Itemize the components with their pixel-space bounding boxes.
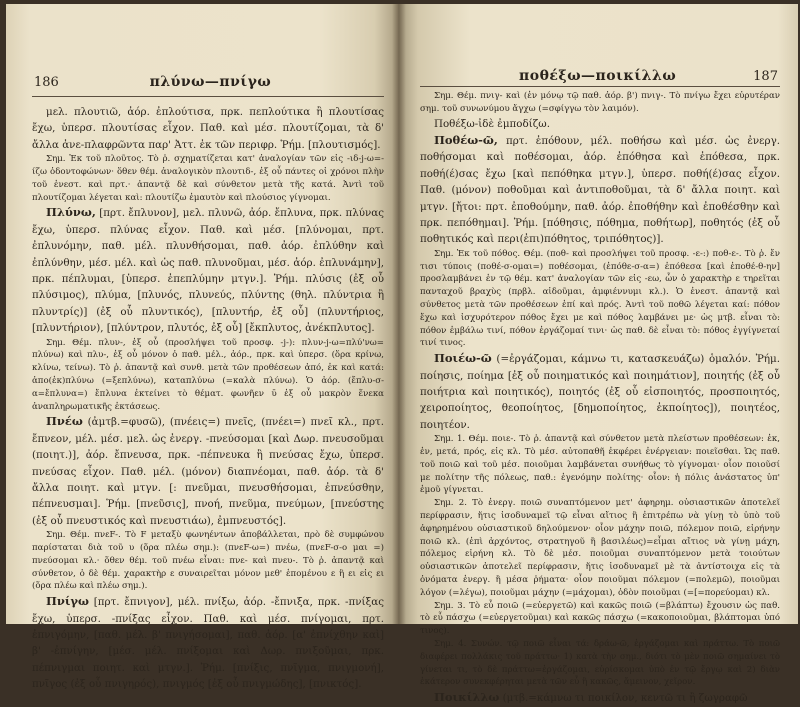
entry-headword: Πνίγω xyxy=(46,594,89,609)
paragraph-text: πρτ. ἐπόθουν, μέλ. ποθήσω καὶ μέσ. ὡς ἐνεργ. ποθήσομαι καὶ ποθέσομαι, ἀόρ. ἐπόθησα καὶ ἐπόθεσα, πρκ. ποθή(έ)σας ἔχω [καὶ πεπόθηκα μτγν.], ὑπερσ. ποθή(έ)σας εἶχον. Παθ. (μόνον) ποθοῦμαι καὶ ἀντιποθοῦμαι, τὰ δ' ἄλλα ποιητ. καὶ μτγν. [ἤτοι: πρτ. ἐποθούμην, παθ. ἀόρ. ἐποθήθην καὶ ἐποθέσθην καὶ πρκ. πεπόθημαι]. Ῥήμ. [πόθησις, πόθημα, ποθήτωρ], ποθητός (ἐξ οὗ ποθητικός καὶ περι(ἐπι)πόθητος, τριπόθητος)]. xyxy=(420,135,780,246)
note-paragraph xyxy=(420,433,780,497)
paragraph-text: Σημ. Ἐκ τοῦ πλοῦτος. Τὸ ῥ. σχηματίζεται κατ' ἀναλογίαν τῶν εἰς -ιδ-j-ω=-ίζω ὀδοντοφώνων· ὅθεν θέμ. ἀναλογικὸν πλουτιδ-, ἐξ οὗ πάντες οἱ χρόνοι πλὴν τοῦ ἐνεστ. καὶ πρτ.· ἀπαντᾷ δὲ καὶ σύνθετον μετὰ τῆς κατά. Ἀντὶ τοῦ πλουτίζομαι λέγεται καὶ: πλουτίζω ἐμαυτὸν καὶ πλούσιος γίγνομαι. xyxy=(32,154,384,203)
right-page-header xyxy=(422,68,778,84)
right-running-head: ποθέξω—ποικίλλω xyxy=(519,68,677,84)
book-spread xyxy=(6,4,798,705)
paragraph-text: (=ἐργάζομαι, κάμνω τι, κατασκευάζω) ὁμαλόν. Ῥήμ. ποίησις, ποίημα [ἐξ οὗ ποιηματικός καὶ ποιημάτιον], ποιητής (ἐξ οὗ ποιήτρια καὶ ποιητικός), ποιητός (ἐξ οὗ εἰσποιητός, προσποιητός, χειροποίητος, θεοποίητος, [δημοποίητος, ἐκποίητος]), ποιητέος, ποιητέον. xyxy=(420,353,780,431)
book-gutter xyxy=(392,4,406,624)
entry-paragraph xyxy=(420,689,780,706)
right-page-number: 187 xyxy=(753,69,778,84)
entry-paragraph xyxy=(32,204,384,336)
entry-paragraph xyxy=(420,350,780,433)
paragraph-text: μελ. πλουτιῶ, ἀόρ. ἐπλούτισα, πρκ. πεπλούτικα ἢ πλουτίσας ἔχω, ὑπερσ. πλουτίσας εἶχον. Παθ. καὶ μέσ. πλουτίζομαι, τὰ δ' ἄλλα ἀνε-πλαφρῶντα παρ' Ἀττ. ἐκ τῶν περιφρ. Ῥήμ. [πλουτισμός]. xyxy=(32,106,384,151)
entry-headword: Ποικίλλω xyxy=(434,690,500,705)
entry-headword: Πλύνω, xyxy=(46,205,96,220)
entry-headword: Πνέω xyxy=(46,414,83,429)
paragraph-text: Σημ. 2. Τὸ ἐνεργ. ποιῶ συναπτόμενον μετ' ἀφηρημ. οὐσιαστικῶν ἀποτελεῖ περίφρασιν, ἥτις ἰσοδυναμεῖ τῷ εἶναι αἴτιος ἢ ἐπιτρέπω νὰ γίνῃ τὸ ὑπὸ τοῦ ἀφηρημένου οὐσιαστικοῦ δηλούμενον· οἷον μάχην ποιῶ, πόλεμον ποιῶ, εἰρήνην ποιῶ κλ. (ἐπὶ ἀρχόντος, στρατηγοῦ ἢ βασιλέως)=εἶμαι αἴτιος νὰ γίνῃ μάχη, πόλεμος εἰρήνη κλ. Τὸ δὲ μέσ. ποιοῦμαι συναπτόμενον μετὰ τοιούτων οὐσιαστικῶν ἀποτελεῖ περίφρασιν, ἥτις ἰσοδυναμεῖ μὲ τὰ ἀντίστοιχα εἰς τὰ ὀνόματα ἐνεργ. ἢ μέσα ῥήματα· οἷον ποιοῦμαι πόλεμον (=πολεμῶ), ποιοῦμαι λόγον (=λέγω), ποιοῦμαι μάχην (=μάχομαι), ὁδὸν ποιοῦμαι (=[=πορεύομαι) κλ. xyxy=(420,498,780,598)
left-page-body xyxy=(32,104,384,693)
left-page xyxy=(6,4,398,691)
paragraph-text: Σημ. 4. Συνών. τῷ ποιῶ εἶναι τά: δράω-ῶ, ἐργάζομαι καὶ πράττω. Τὸ ποιῶ διαφέρει πολλάκις τοῦ πράττω· 1) κατὰ τὴν σημ., διότι τὸ μὲν ποιῶ σημαίνει τὸ γίνεται τι, τὸ δὲ πράττω=ἐργάζομαι, εὑρίσκομαι ὑπὸ ἐν τῷ ἔργῳ καὶ 2) διὰν ἐκάτερον συνεκφέρηται μετὰ τῶν εὖ ἢ κακῶς, ἄμεινον, χεῖρον. xyxy=(420,639,780,688)
right-page xyxy=(398,4,798,705)
paragraph-text: (ἀμτβ.=φυσῶ), (πνέεις=) πνεῖς, (πνέει=) πνεῖ κλ., πρτ. ἔπνεον, μέλ. μέσ. μελ. ὡς ἐνεργ. -πνεύσομαι [καὶ Δωρ. πνευσοῦμαι (ποιητ.)], ἀόρ. ἔπνευσα, πρκ. -πέπνευκα ἢ πνεύσας ἔχω, ὑπερσ. πνεύσας εἶχον. Παθ. μέλ. (μόνον) διαπνέομαι, παθ. ἀόρ. τὰ δ' ἄλλα ποιητ. καὶ μτγν. [: πνεῦμαι, πνευσθήσομαι, ἐπνεύσθην, πέπνευσμαι]. Ῥήμ. [πνεῦσις], πνοή, πνεῦμα, πνεύμων, [πνεύστης (ἐξ οὗ πνευστικός καὶ πνευστιάω), ἐμπνευστός]. xyxy=(32,416,384,527)
note-paragraph xyxy=(32,153,384,204)
paragraph-text: Σημ. 1. Θέμ. ποιε-. Τὸ ῥ. ἀπαντᾷ καὶ σύνθετον μετὰ πλείστων προθέσεων: ἐκ, ἐν, μετά, πρός, εἰς κλ. Τὸ μέσ. αὐτοπαθῆ ἐκφέρει ἐνέργειαν: ποιεῖσθαι. Ὡς παθ. τοῦ ποιῶ καὶ τοῦ μέσ. ποιοῦμαι λαμβάνεται συνήθως τὸ γίγνομαι· οἷον ποιοῦσί με πολίτην τῆς πόλεως, παθ.: ἐγενόμην πολίτης· οἷον: ἡ πόλις ἀνάστατος ὑπ' ἐμοῦ γίγνεται. xyxy=(420,434,780,496)
paragraph-text: (μτβ.=κάμνω τι ποικίλον, κεντῶ τι ἢ ζωγραφῶ xyxy=(499,692,748,705)
paragraph-text: [πρτ. ἔπλυνον], μελ. πλυνῶ, ἀόρ. ἔπλυνα, πρκ. πλύνας ἔχω, ὑπερσ. πλύνας εἶχον. Παθ. καὶ μέσ. [πλύνομαι, πρτ. ἐπλυνόμην, παθ. μέλ. πλυνθήσομαι, παθ. ἀόρ. ἐπλύθην καὶ ἐπλύνθην, μέσ. μέλ. καὶ ὡς παθ. πλυνοῦμαι, μέσ. ἀόρ. ἐπλυνάμην], πρκ. πέπλυμαι, [ὑπερσ. ἐπεπλύμην μτγν.]. Ῥήμ. πλύσις (ἐξ οὗ πλύσιμος), πλύμα, [πλυνός, πλυνεύς, πλύντης (θηλ. πλύντρια ἢ πλυντρίς)] (ἐξ οὗ πλυντικός), [πλυντήρ, ἐξ οὗ] (πλυντήριος, [πλυντήριον), [πλύντρον, πλυτός, ἐξ οὗ] [ἔκπλυτος, ἀνέκπλυτος]. xyxy=(32,207,384,335)
note-paragraph xyxy=(420,638,780,689)
paragraph-text: [πρτ. ἔπνιγον], μέλ. πνίξω, ἀόρ. -ἔπνιξα, πρκ. -πνίξας ἔχω, ὑπερσ. -πνίξας εἶχον. Παθ. καὶ μέσ. πνίγομαι, πρτ. ἐπνιγόμην, [παθ. μέλ. β' πνιγήσομαι], παθ. ἀόρ. [α' ἐπνίχθην καὶ] β' -ἐπνίγην, [μέσ. μέλ. πνίξομαι καὶ Δωρ. πνιξοῦμαι, πρκ. πέπνιγμαι ποιητ. καὶ μτγν.]. Ῥήμ. [πνίξις, πνῖγμα, πνιγμονή], πνῖγος (ἐξ οὗ πνιγηρός), πνιγμός [ἐξ οὗ πνιγμώδης], [πνικτός]. xyxy=(32,596,384,691)
paragraph-text: Σημ. 3. Τὸ εὖ ποιῶ (=εὐεργετῶ) καὶ κακῶς ποιῶ (=βλάπτω) ἔχουσιν ὡς παθ. τὸ εὖ πάσχω (=εὐεργετοῦμαι) καὶ κακῶς πάσχω (=κακοποιοῦμαι, βλάπτομαι ὑπό τινος). xyxy=(420,600,780,637)
paragraph-text: Σημ. Θέμ. πνιγ- καὶ (ἐν μόνῳ τῷ παθ. ἀόρ. β') πνιγ-. Τὸ πνίγω ἔχει εὐρυτέραν σημ. τοῦ συνωνύμου ἄγχω (=σφίγγω τὸν λαιμόν). xyxy=(420,91,780,114)
entry-headword: Ποιέω-ῶ xyxy=(434,351,492,366)
left-page-number: 186 xyxy=(34,75,59,90)
text-paragraph xyxy=(32,104,384,153)
entry-paragraph xyxy=(32,413,384,529)
right-header-rule xyxy=(420,86,780,87)
note-paragraph xyxy=(420,600,780,638)
text-paragraph xyxy=(420,116,780,132)
note-paragraph xyxy=(420,90,780,116)
paragraph-text: Σημ. Θέμ. πνεF-. Τὸ F μεταξὺ φωνηέντων ἀποβάλλεται, πρὸ δὲ συμφώνου παρίσταται διὰ τοῦ υ (ὅρα πλέω σημ.): (πνεF-ω=) πνέω, (πνεF-σ-ο μαι =) πνεύσομαι κλ.· ὅθεν θέμ. τοῦ πνέω εἶναι: πνε- καὶ πνευ-. Τὸ ῥ. ἀπαντᾷ καὶ σύνθετον, ὁ δὲ θέμ. χαρακτὴρ ε συναιρεῖται μόνον μεθ' ἑπομένου ε ἢ ει εἰς ει (ὅρα πλέω καὶ πλέω σημ.). xyxy=(32,530,384,592)
note-paragraph xyxy=(32,337,384,414)
left-header-rule xyxy=(32,96,384,97)
left-page-header xyxy=(34,74,382,90)
note-paragraph xyxy=(32,529,384,593)
paragraph-text: Σημ. Θέμ. πλυν-, ἐξ οὗ (προσλήψει τοῦ προσφ. -j-): πλυν-j-ω=πλύ'νω= πλύνω) καὶ πλυ-, ἐξ οὗ μόνον ὁ παθ. μέλ., ἀόρ., πρκ. καὶ ὑπερσ. (ὅρα κρίνω, κλίνω, τείνω). Τὸ ῥ. ἀπαντᾷ καὶ συνθ. μετὰ τῶν προθέσεων ἀπό, ἐκ καὶ κατά: ἀπο(ἐκ)πλύνω (=ξεπλύνω), καταπλύνω (=καλὰ πλύνω). Ὁ ἀόρ. (ἔπλυ-σ-α=ἔπλυνα=) ἔπλυνα ἐκτείνει τὸ θέματ. φωνῆεν ῡ ἐξ οὗ μακρὸν ἕνεκα ἀναπληρωματικῆς ἐκτάσεως. xyxy=(32,337,384,412)
left-running-head: πλύνω—πνίγω xyxy=(149,74,272,90)
paragraph-text: Σημ. Ἐκ τοῦ πόθος. Θέμ. (ποθ- καὶ προσλήψει τοῦ προσφ. -ε-:) ποθ-ε-. Τὸ ῥ. ἔν τισι τύποις (ποθέ-σ-ομαι=) ποθέσομαι, (ἐπόθε-σ-α=) ἐπόθεσα [καὶ ἐποθέ-θ-ην] προσλαμβάνει ἐν τῷ θέμ. κατ' ἀναλογίαν τῶν εἰς -εω, ὧν ὁ χαρακτὴρ ε τηρεῖται πανταχοῦ βραχὺς (πρβλ. αἰδοῦμαι, ἀμφιέννυμι κλ.). Ὁ ἐνεστ. ἀπαντᾷ καὶ σύνθετος μετὰ τῶν προθέσεων ἐπί καὶ πρός. Ἀντὶ τοῦ ποθῶ λέγεται καί: πόθον ἔχω καὶ ἰσχυρότερον πόθος ἔχει με καὶ πόθος λαμβάνει με· ὡς μτβ. εἶναι τὸ: πόθον ἐμβάλω τινί, πόθον ἐργάζομαί τινι· ὡς παθ. δὲ εἶναι τὸ: πόθος ἐγγίγνεταί τινί τινος. xyxy=(420,248,780,349)
entry-headword: Ποθέω-ῶ, xyxy=(434,133,498,147)
paragraph-text: Ποθέξω-ἰδὲ ἐμποδίζω. xyxy=(434,117,550,130)
right-page-body xyxy=(420,90,780,707)
entry-paragraph xyxy=(420,132,780,248)
note-paragraph xyxy=(420,497,780,599)
note-paragraph xyxy=(420,248,780,350)
entry-paragraph xyxy=(32,593,384,692)
